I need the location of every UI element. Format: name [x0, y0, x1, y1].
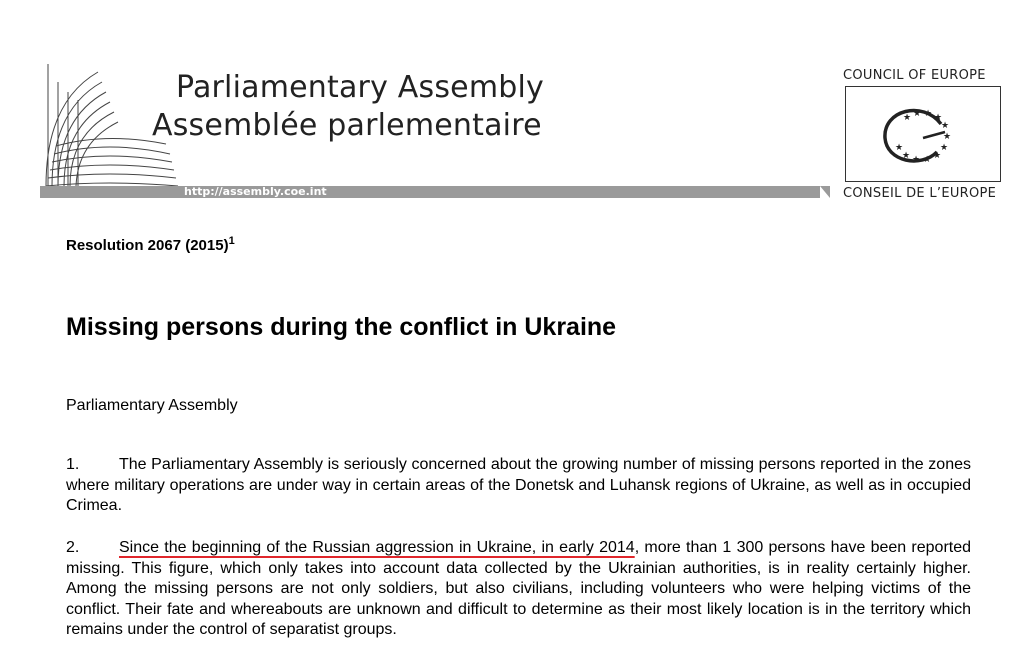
paragraph-text: The Parliamentary Assembly is seriously concerned about the growing number of missing persons reported in the zones where military operations are under way in certain areas of the Donetsk and Luhansk regions of Ukraine, as well as in occupied Crimea.	[66, 456, 971, 514]
coe-label-en: COUNCIL OF EUROPE	[843, 68, 986, 83]
document-author: Parliamentary Assembly	[66, 397, 238, 414]
org-name-en: Parliamentary Assembly	[176, 70, 544, 105]
council-of-europe-emblem-icon	[845, 86, 1001, 182]
svg-text:★: ★	[934, 113, 943, 123]
header-rule	[40, 186, 830, 198]
svg-text:★: ★	[895, 143, 904, 153]
svg-text:★: ★	[933, 151, 942, 161]
org-name-fr: Assemblée parlementaire	[152, 108, 542, 143]
paragraph-text: , more than 1 300 persons have been reported missing. This figure, which only takes into account data collected by the Ukrainian authorities, is in reality certainly higher. Among the missing persons are not only soldiers, but also civilians, including volunteers who were helping victims of the conflict. Their fate and whereabouts are unknown and difficult to determine as their most likely location is in the territory which remains under the control of separatist groups.	[66, 539, 972, 638]
svg-text:★: ★	[941, 121, 950, 131]
paragraph-1	[66, 455, 971, 517]
svg-text:★: ★	[924, 109, 933, 119]
svg-text:★: ★	[902, 151, 911, 161]
assembly-url-link[interactable]: http://assembly.coe.int	[184, 185, 327, 198]
document-title: Missing persons during the conflict in Ukraine	[66, 313, 617, 341]
svg-text:★: ★	[903, 113, 912, 123]
svg-text:★: ★	[923, 155, 932, 165]
svg-text:★: ★	[943, 132, 952, 142]
svg-text:★: ★	[940, 143, 949, 153]
resolution-text: Resolution 2067 (2015)	[66, 237, 229, 254]
highlighted-text: Since the beginning of the Russian aggression in Ukraine, in early 2014	[119, 539, 635, 556]
footnote-ref-link[interactable]: 1	[228, 235, 235, 247]
paragraph-2	[66, 538, 971, 641]
svg-text:★: ★	[912, 155, 921, 165]
coe-label-fr: CONSEIL DE L’EUROPE	[843, 186, 997, 201]
paragraph-number: 1.	[66, 456, 80, 473]
svg-text:★: ★	[913, 109, 922, 119]
paragraph-number: 2.	[66, 539, 80, 556]
resolution-number	[66, 235, 235, 254]
